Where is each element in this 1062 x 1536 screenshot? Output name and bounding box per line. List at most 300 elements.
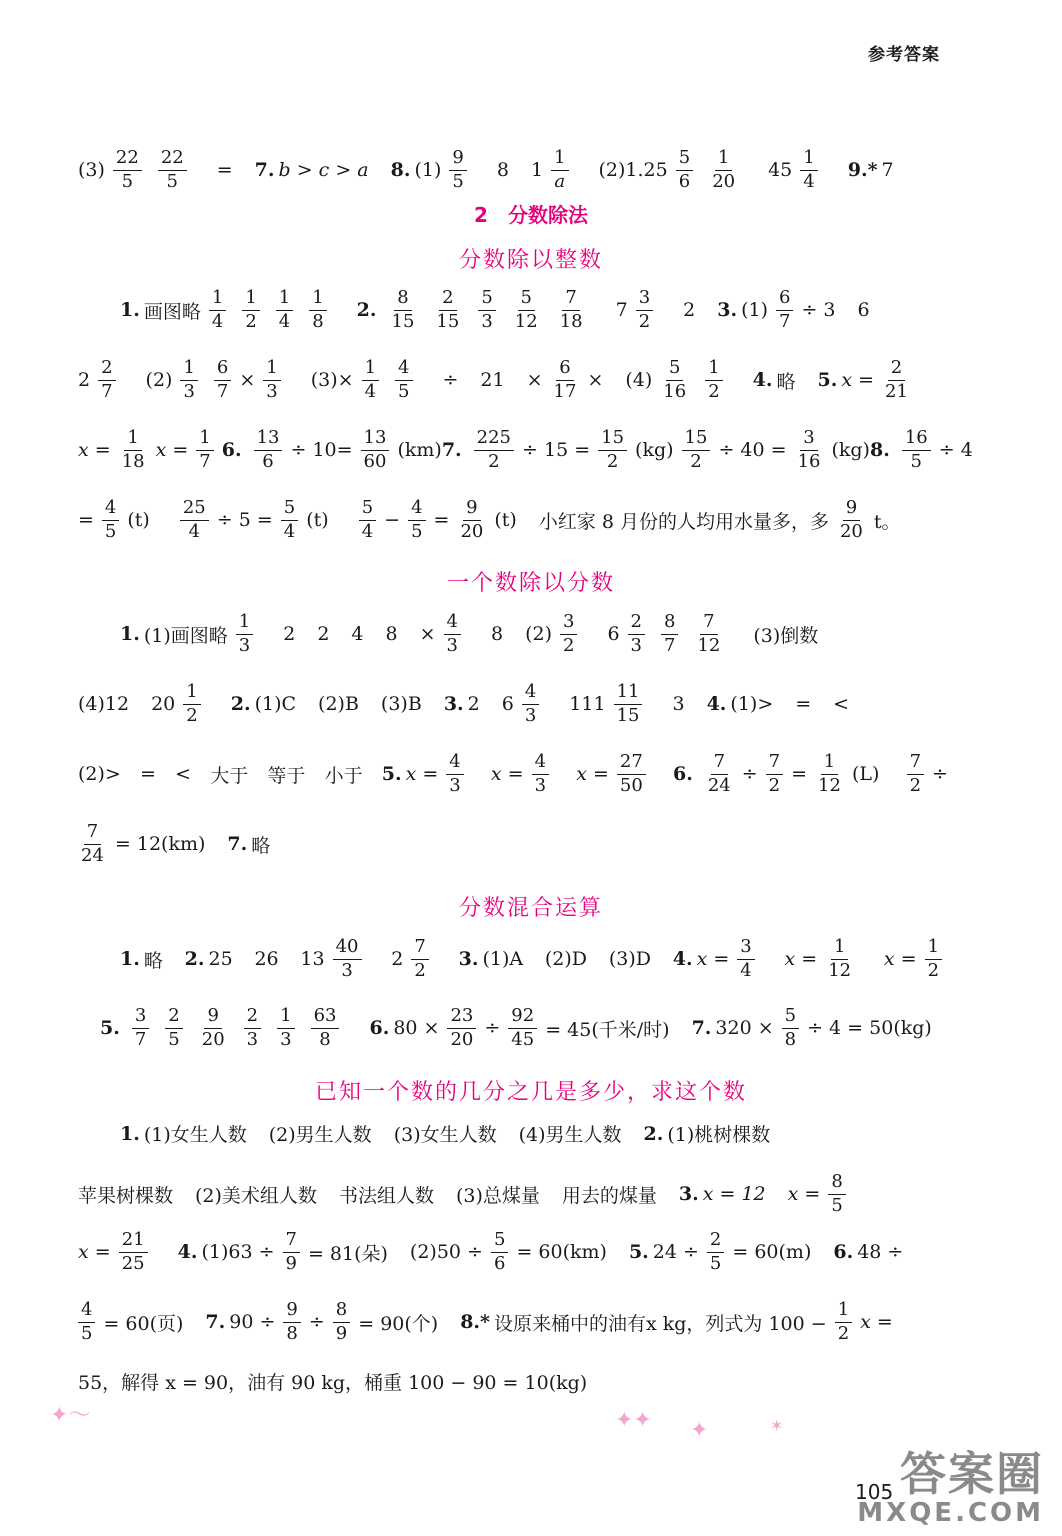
numerator: 16 — [902, 428, 931, 451]
denominator: 45 — [511, 1028, 535, 1050]
answer-line — [78, 1172, 948, 1216]
text: (3)B — [380, 693, 422, 716]
denominator: 60 — [363, 450, 387, 472]
question-number: 7. — [205, 1311, 226, 1334]
text: = — [78, 509, 94, 532]
text: 1.25 — [625, 159, 668, 182]
question-number: 5. — [628, 1241, 649, 1264]
answer-line-1 — [78, 148, 948, 192]
numerator: 3 — [800, 428, 817, 451]
text: x = — [576, 763, 609, 786]
fraction — [660, 358, 689, 402]
numerator: 3 — [737, 937, 754, 960]
text: (3)女生人数 — [393, 1124, 497, 1146]
text: x = — [696, 948, 730, 971]
text: ÷ 4 = 50(kg) — [807, 1017, 932, 1040]
fraction — [709, 148, 738, 192]
fraction — [598, 428, 627, 472]
numerator: 1 — [263, 358, 280, 381]
fraction — [835, 1300, 852, 1344]
numerator: 7 — [711, 752, 728, 775]
text: = 60(km) — [516, 1241, 607, 1264]
fraction — [395, 358, 412, 402]
text: = — [216, 159, 233, 182]
text: x = — [78, 1241, 111, 1264]
fraction — [78, 822, 107, 866]
answer-line — [78, 1368, 948, 1395]
text: (2)50 ÷ — [409, 1241, 483, 1264]
fraction — [925, 937, 942, 981]
denominator: 20 — [460, 520, 484, 542]
text: 320 × — [715, 1017, 774, 1040]
fraction — [636, 288, 653, 332]
fraction — [444, 612, 461, 656]
fraction — [825, 937, 854, 981]
denominator: 5 — [831, 1194, 843, 1216]
question-number: 3. — [717, 299, 738, 322]
numerator: 1 — [925, 937, 942, 960]
subsection-title: 分数除以整数 — [458, 248, 603, 273]
denominator: 17 — [553, 380, 577, 402]
text: 苹果树棵数 — [78, 1184, 174, 1207]
text: 2 — [391, 948, 404, 971]
question-number: 1. — [120, 623, 140, 646]
text: = 60(页) — [103, 1312, 184, 1335]
text: ÷ 40 = — [718, 439, 787, 462]
text: = — [795, 693, 812, 716]
fraction — [682, 428, 711, 472]
fraction — [776, 288, 793, 332]
numerator: 5 — [478, 288, 495, 311]
text: (2)B — [318, 693, 359, 716]
text: 8 — [385, 623, 398, 646]
denominator: 2 — [837, 1322, 850, 1344]
fraction — [132, 1006, 149, 1050]
denominator: 21 — [885, 380, 908, 402]
text: (t) — [306, 509, 329, 532]
denominator: 2 — [488, 450, 500, 472]
fraction — [309, 288, 326, 332]
text: 24 ÷ — [652, 1241, 699, 1264]
fraction — [244, 1006, 261, 1050]
numerator: 40 — [333, 937, 362, 960]
numerator: 27 — [617, 752, 646, 775]
denominator: 15 — [436, 310, 460, 332]
question-number: 5. — [817, 369, 838, 392]
denominator: 8 — [312, 310, 324, 332]
numerator: 1 — [124, 428, 141, 451]
fraction — [283, 1300, 300, 1344]
question-number: 4. — [177, 1241, 198, 1264]
denominator: 4 — [188, 520, 201, 542]
question-number: 1. — [120, 948, 140, 971]
denominator: 2 — [606, 450, 619, 472]
text: 7 — [881, 159, 894, 182]
text: 21 — [480, 369, 505, 392]
fraction — [907, 752, 924, 796]
text: 2 — [283, 623, 296, 646]
text: x kg，列式为 100 − — [646, 1312, 827, 1335]
fraction — [199, 1006, 228, 1050]
denominator: 7 — [663, 634, 676, 656]
numerator: 1 — [835, 1300, 852, 1323]
fraction — [815, 752, 844, 796]
fraction — [362, 358, 379, 402]
text: 90 ÷ — [229, 1311, 276, 1334]
denominator: 12 — [818, 774, 841, 796]
subsection-title: 一个数除以分数 — [446, 571, 615, 596]
denominator: 8 — [784, 1028, 797, 1050]
numerator: 4 — [444, 612, 461, 635]
fraction — [361, 428, 390, 472]
numerator: 2 — [707, 1230, 724, 1253]
question-number: 1. — [120, 299, 140, 322]
text: 8 — [490, 623, 504, 646]
denominator: 5 — [81, 1322, 93, 1344]
denominator: 9 — [285, 1252, 297, 1274]
numerator: 7 — [84, 822, 101, 845]
denominator: 5 — [452, 170, 464, 192]
question-number: 7. — [254, 159, 275, 182]
text: 略 — [251, 834, 271, 857]
fraction — [196, 428, 213, 472]
denominator: 15 — [616, 704, 640, 726]
text: 小于 — [324, 764, 363, 787]
denominator: 2 — [927, 959, 940, 981]
watermark-bottom: MXQE.COM — [857, 1498, 1044, 1528]
denominator: 2 — [638, 310, 651, 332]
fraction — [795, 428, 824, 472]
denominator: 7 — [779, 310, 791, 332]
question-number: 9.* — [847, 159, 878, 182]
denominator: 2 — [414, 959, 426, 981]
text: 13 — [300, 948, 325, 971]
numerator: 7 — [700, 612, 717, 635]
numerator: 5 — [359, 498, 376, 521]
text: 48 ÷ — [857, 1241, 904, 1264]
denominator: 3 — [524, 704, 537, 726]
fraction — [102, 498, 119, 542]
numerator: 21 — [119, 1230, 148, 1253]
text: (2) — [145, 369, 173, 392]
text: (2) — [598, 159, 626, 182]
fraction — [180, 498, 209, 542]
text: 大于 — [210, 764, 249, 787]
text: 20 — [151, 693, 176, 716]
fraction — [209, 288, 226, 332]
text: ÷ — [308, 1311, 325, 1334]
text: ÷ — [442, 369, 459, 392]
text: (1)画图略 — [143, 624, 228, 647]
numerator: 92 — [508, 1006, 537, 1029]
text: = 45(千米/时) — [545, 1018, 670, 1041]
question-number: 8.* — [460, 1311, 490, 1334]
numerator: 4 — [395, 358, 412, 381]
fraction — [478, 288, 495, 332]
fraction — [800, 148, 817, 192]
text: < — [175, 763, 192, 786]
text: 略 — [143, 949, 163, 972]
text: 等于 — [267, 764, 306, 787]
denominator: 8 — [286, 1322, 298, 1344]
question-number: 6. — [833, 1241, 854, 1264]
text: (t) — [494, 509, 517, 532]
question-number: 3. — [458, 948, 479, 971]
text: 画图略 — [143, 300, 201, 323]
answer-line — [78, 1230, 948, 1274]
denominator: 4 — [211, 310, 224, 332]
text: 2 — [78, 369, 91, 392]
numerator: 5 — [518, 288, 535, 311]
text: 2 — [317, 623, 330, 646]
page-number: 105 — [855, 1480, 894, 1504]
text: (3)D — [608, 948, 651, 971]
numerator: 1 — [277, 1006, 294, 1029]
text: x = — [860, 1311, 893, 1334]
denominator: 12 — [514, 310, 538, 332]
question-number: 7. — [691, 1017, 712, 1040]
text: 45 — [768, 159, 793, 182]
text: 4 — [351, 623, 364, 646]
fraction — [457, 498, 486, 542]
text: (1)> — [730, 693, 774, 716]
fraction — [411, 937, 428, 981]
answer-line — [100, 1006, 970, 1050]
fraction — [628, 612, 645, 656]
text: (3)× — [310, 369, 354, 392]
text: < — [833, 693, 850, 716]
text: 80 × — [393, 1017, 440, 1040]
numerator: 25 — [180, 498, 209, 521]
question-number: 2. — [356, 299, 377, 322]
fraction — [447, 1006, 476, 1050]
fraction — [283, 1230, 300, 1274]
numerator: 4 — [78, 1300, 95, 1323]
question-number: 3. — [678, 1183, 699, 1206]
numerator: 63 — [311, 1006, 340, 1029]
text: 6 — [607, 623, 620, 646]
text: (1)63 ÷ — [201, 1241, 275, 1264]
denominator: 3 — [238, 634, 251, 656]
numerator: 13 — [254, 428, 283, 451]
text: = 60(m) — [732, 1241, 812, 1264]
numerator: 1 — [715, 148, 732, 171]
question-number: 2. — [230, 693, 251, 716]
text: ÷ 10= — [290, 439, 353, 462]
text: 1 — [530, 159, 544, 182]
denominator: 2 — [768, 774, 781, 796]
fraction — [158, 148, 187, 192]
text: x = — [155, 439, 189, 462]
text: (1)A — [482, 948, 524, 971]
denominator: 3 — [534, 774, 547, 796]
text: x = — [78, 439, 111, 462]
denominator: 4 — [361, 520, 374, 542]
denominator: 5 — [398, 380, 410, 402]
question-number: 6. — [369, 1017, 390, 1040]
fraction — [78, 1300, 95, 1344]
text: = — [433, 509, 450, 532]
question-number: 4. — [706, 693, 727, 716]
numerator: 8 — [394, 288, 411, 311]
numerator: 1 — [309, 288, 326, 311]
numerator: 4 — [446, 752, 463, 775]
denominator: 7 — [216, 380, 229, 402]
denominator: 2 — [909, 774, 922, 796]
fraction — [532, 752, 549, 796]
star-decoration-icon: ✦ — [690, 1418, 709, 1443]
text: (1)C — [254, 693, 297, 716]
text: (km) — [397, 439, 442, 462]
denominator: 6 — [493, 1252, 506, 1274]
text: − — [384, 509, 401, 532]
fraction — [165, 1006, 182, 1050]
fraction — [512, 288, 541, 332]
numerator: 1 — [551, 148, 568, 171]
text: (kg) — [635, 439, 674, 462]
fraction — [446, 752, 463, 796]
section-title: 2 分数除法 — [474, 203, 588, 227]
text: = 12(km) — [114, 833, 206, 856]
denominator: 15 — [391, 310, 415, 332]
text: 用去的煤量 — [561, 1184, 657, 1207]
text: 111 — [569, 693, 606, 716]
text: (1) — [414, 159, 442, 182]
fraction — [433, 288, 462, 332]
fraction — [98, 358, 115, 402]
fraction — [614, 682, 643, 726]
numerator: 7 — [766, 752, 783, 775]
fraction — [333, 937, 362, 981]
denominator: 9 — [335, 1322, 348, 1344]
text: x = — [784, 948, 818, 971]
denominator: 3 — [630, 634, 642, 656]
numerator: 8 — [661, 612, 678, 635]
denominator: 16 — [797, 450, 821, 472]
denominator: 18 — [559, 310, 583, 332]
fraction — [491, 1230, 508, 1274]
text: 书法组人数 — [338, 1184, 434, 1207]
denominator: 20 — [839, 520, 863, 542]
denominator: 6 — [678, 170, 691, 192]
fraction — [214, 358, 231, 402]
fraction — [183, 682, 200, 726]
answer-line — [78, 358, 948, 402]
denominator: 2 — [562, 634, 575, 656]
answer-line — [78, 752, 948, 796]
text: x = — [787, 1183, 821, 1206]
numerator: 6 — [214, 358, 231, 381]
answer-line — [120, 1120, 950, 1147]
fraction — [551, 148, 568, 192]
denominator: 7 — [101, 380, 113, 402]
numerator: 22 — [158, 148, 187, 171]
numerator: 1 — [236, 612, 253, 635]
denominator: 5 — [910, 450, 922, 472]
numerator: 1 — [196, 428, 213, 451]
numerator: 7 — [907, 752, 924, 775]
text: x = — [841, 369, 875, 392]
numerator: 5 — [782, 1006, 799, 1029]
fraction — [236, 612, 253, 656]
text: (1)女生人数 — [143, 1124, 247, 1146]
numerator: 8 — [828, 1172, 845, 1195]
text: 设原来桶中的油有 — [493, 1312, 646, 1335]
question-number: 8. — [390, 159, 411, 182]
text: t。 — [873, 510, 901, 533]
numerator: 2 — [244, 1006, 261, 1029]
numerator: 4 — [408, 498, 425, 521]
fraction — [522, 682, 539, 726]
denominator: 8 — [319, 1028, 331, 1050]
denominator: 2 — [245, 310, 257, 332]
fraction — [551, 358, 580, 402]
text: x = 12 — [702, 1183, 766, 1206]
text: (kg) — [831, 439, 870, 462]
question-number: 2. — [643, 1122, 664, 1145]
text: ÷ 5 = — [216, 509, 273, 532]
answer-line — [120, 612, 950, 656]
text: (3)总煤量 — [455, 1184, 540, 1207]
numerator: 6 — [556, 358, 573, 381]
numerator: 4 — [102, 498, 119, 521]
text: b > c > a — [278, 159, 369, 182]
question-number: 1. — [120, 1122, 140, 1145]
numerator: 1 — [183, 682, 200, 705]
numerator: 1 — [821, 752, 838, 775]
question-number: 7. — [227, 833, 248, 856]
denominator: 5 — [709, 1252, 722, 1274]
text: 6 — [501, 693, 514, 716]
fraction — [828, 1172, 845, 1216]
text: = 90(个) — [358, 1312, 439, 1335]
fraction — [508, 1006, 537, 1050]
numerator: 13 — [361, 428, 390, 451]
denominator: 12 — [828, 959, 852, 981]
text: 3 — [672, 693, 685, 716]
answer-line — [78, 1300, 948, 1344]
numerator: 22 — [113, 148, 142, 171]
text: ÷ 4 — [938, 439, 973, 462]
denominator: 20 — [201, 1028, 225, 1050]
numerator: 3 — [636, 288, 653, 311]
text: x = — [883, 948, 917, 971]
denominator: 5 — [166, 170, 178, 192]
fraction — [113, 148, 142, 192]
denominator: 2 — [186, 704, 198, 726]
text: x = — [405, 763, 439, 786]
text: (1)桃树棵数 — [667, 1124, 771, 1146]
text: 7 — [615, 299, 628, 322]
question-number: 8. — [869, 439, 890, 462]
text: 6 — [857, 299, 870, 322]
text: = — [140, 763, 156, 786]
text: 26 — [254, 948, 279, 971]
numerator: 2 — [439, 288, 456, 311]
answer-line — [78, 498, 948, 542]
question-number: 6. — [221, 439, 242, 462]
numerator: 7 — [411, 937, 428, 960]
text: (4)12 — [78, 693, 130, 716]
text: × — [239, 369, 256, 392]
numerator: 15 — [598, 428, 627, 451]
numerator: 9 — [449, 148, 466, 171]
numerator: 1 — [276, 288, 293, 311]
star-decoration-icon: ✦～ — [50, 1403, 91, 1428]
denominator: 20 — [450, 1028, 474, 1050]
numerator: 9 — [843, 498, 860, 521]
watermark-logo — [857, 1438, 1044, 1528]
